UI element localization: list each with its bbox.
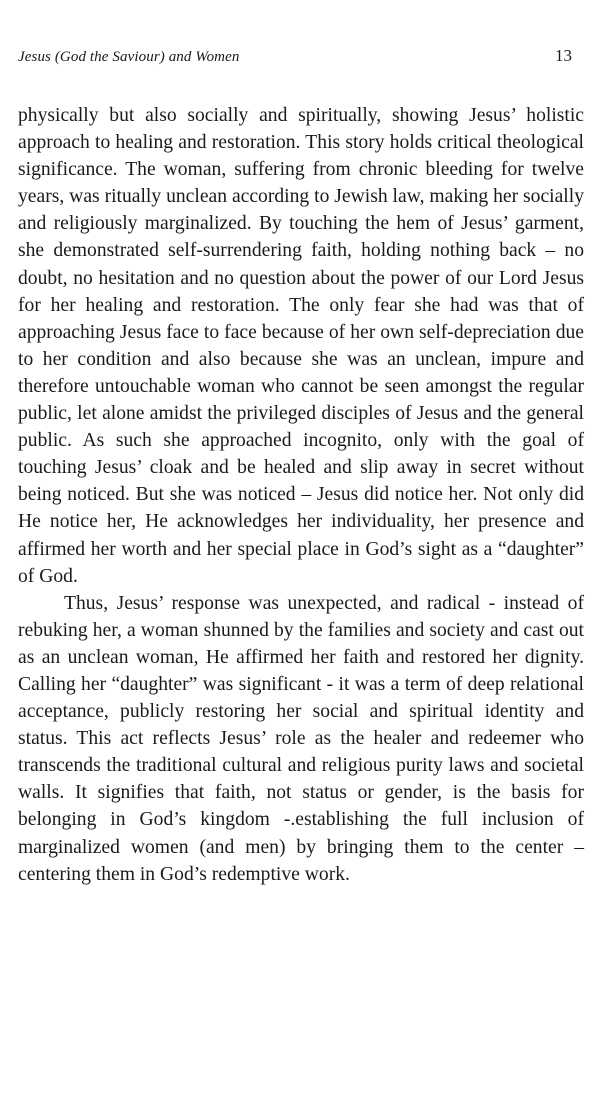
running-title: Jesus (God the Saviour) and Women [18, 49, 240, 65]
body-text [18, 102, 584, 888]
page-number: 13 [555, 46, 572, 65]
paragraph-2: Thus, Jesus’ response was unexpected, and radical - instead of rebuking her, a woman shunned by the families and society and cast out as an unclean woman, He affirmed her faith and restored her dignity. Calling her “daughter” was significant - it was a term of deep relational acceptance, publicly restoring her social and spiritual identity and status. This act reflects Jesus’ role as the healer and redeemer who transcends the traditional cultural and religious purity laws and societal walls. It signifies that faith, not status or gender, is the basis for belonging in God’s kingdom -.establishing the full inclusion of marginalized women (and men) by bringing them to the center – centering them in God’s redemptive work. [18, 592, 584, 885]
paragraph-1: physically but also socially and spiritually, showing Jesus’ holistic approach to healing and restoration. This story holds critical theological significance. The woman, suffering from chronic bleeding for twelve years, was ritually unclean according to Jewish law, making her socially and religiously marginalized. By touching the hem of Jesus’ garment, she demonstrated self-surrendering faith, holding nothing back – no doubt, no hesitation and no question about the power of our Lord Jesus for her healing and restoration. The only fear she had was that of approaching Jesus face to face because of her own self-depreciation due to her condition and also because she was an unclean, impure and therefore untouchable woman who cannot be seen amongst the regular public, let alone amidst the privileged disciples of Jesus and the general public. As such she approached incognito, only with the goal of touching Jesus’ cloak and be healed and slip away in secret without being noticed. But she was noticed – Jesus did notice her. Not only did He notice her, He acknowledges her individuality, her presence and affirmed her worth and her special place in God’s sight as a “daughter” of God. [18, 105, 584, 587]
running-header [18, 46, 582, 76]
